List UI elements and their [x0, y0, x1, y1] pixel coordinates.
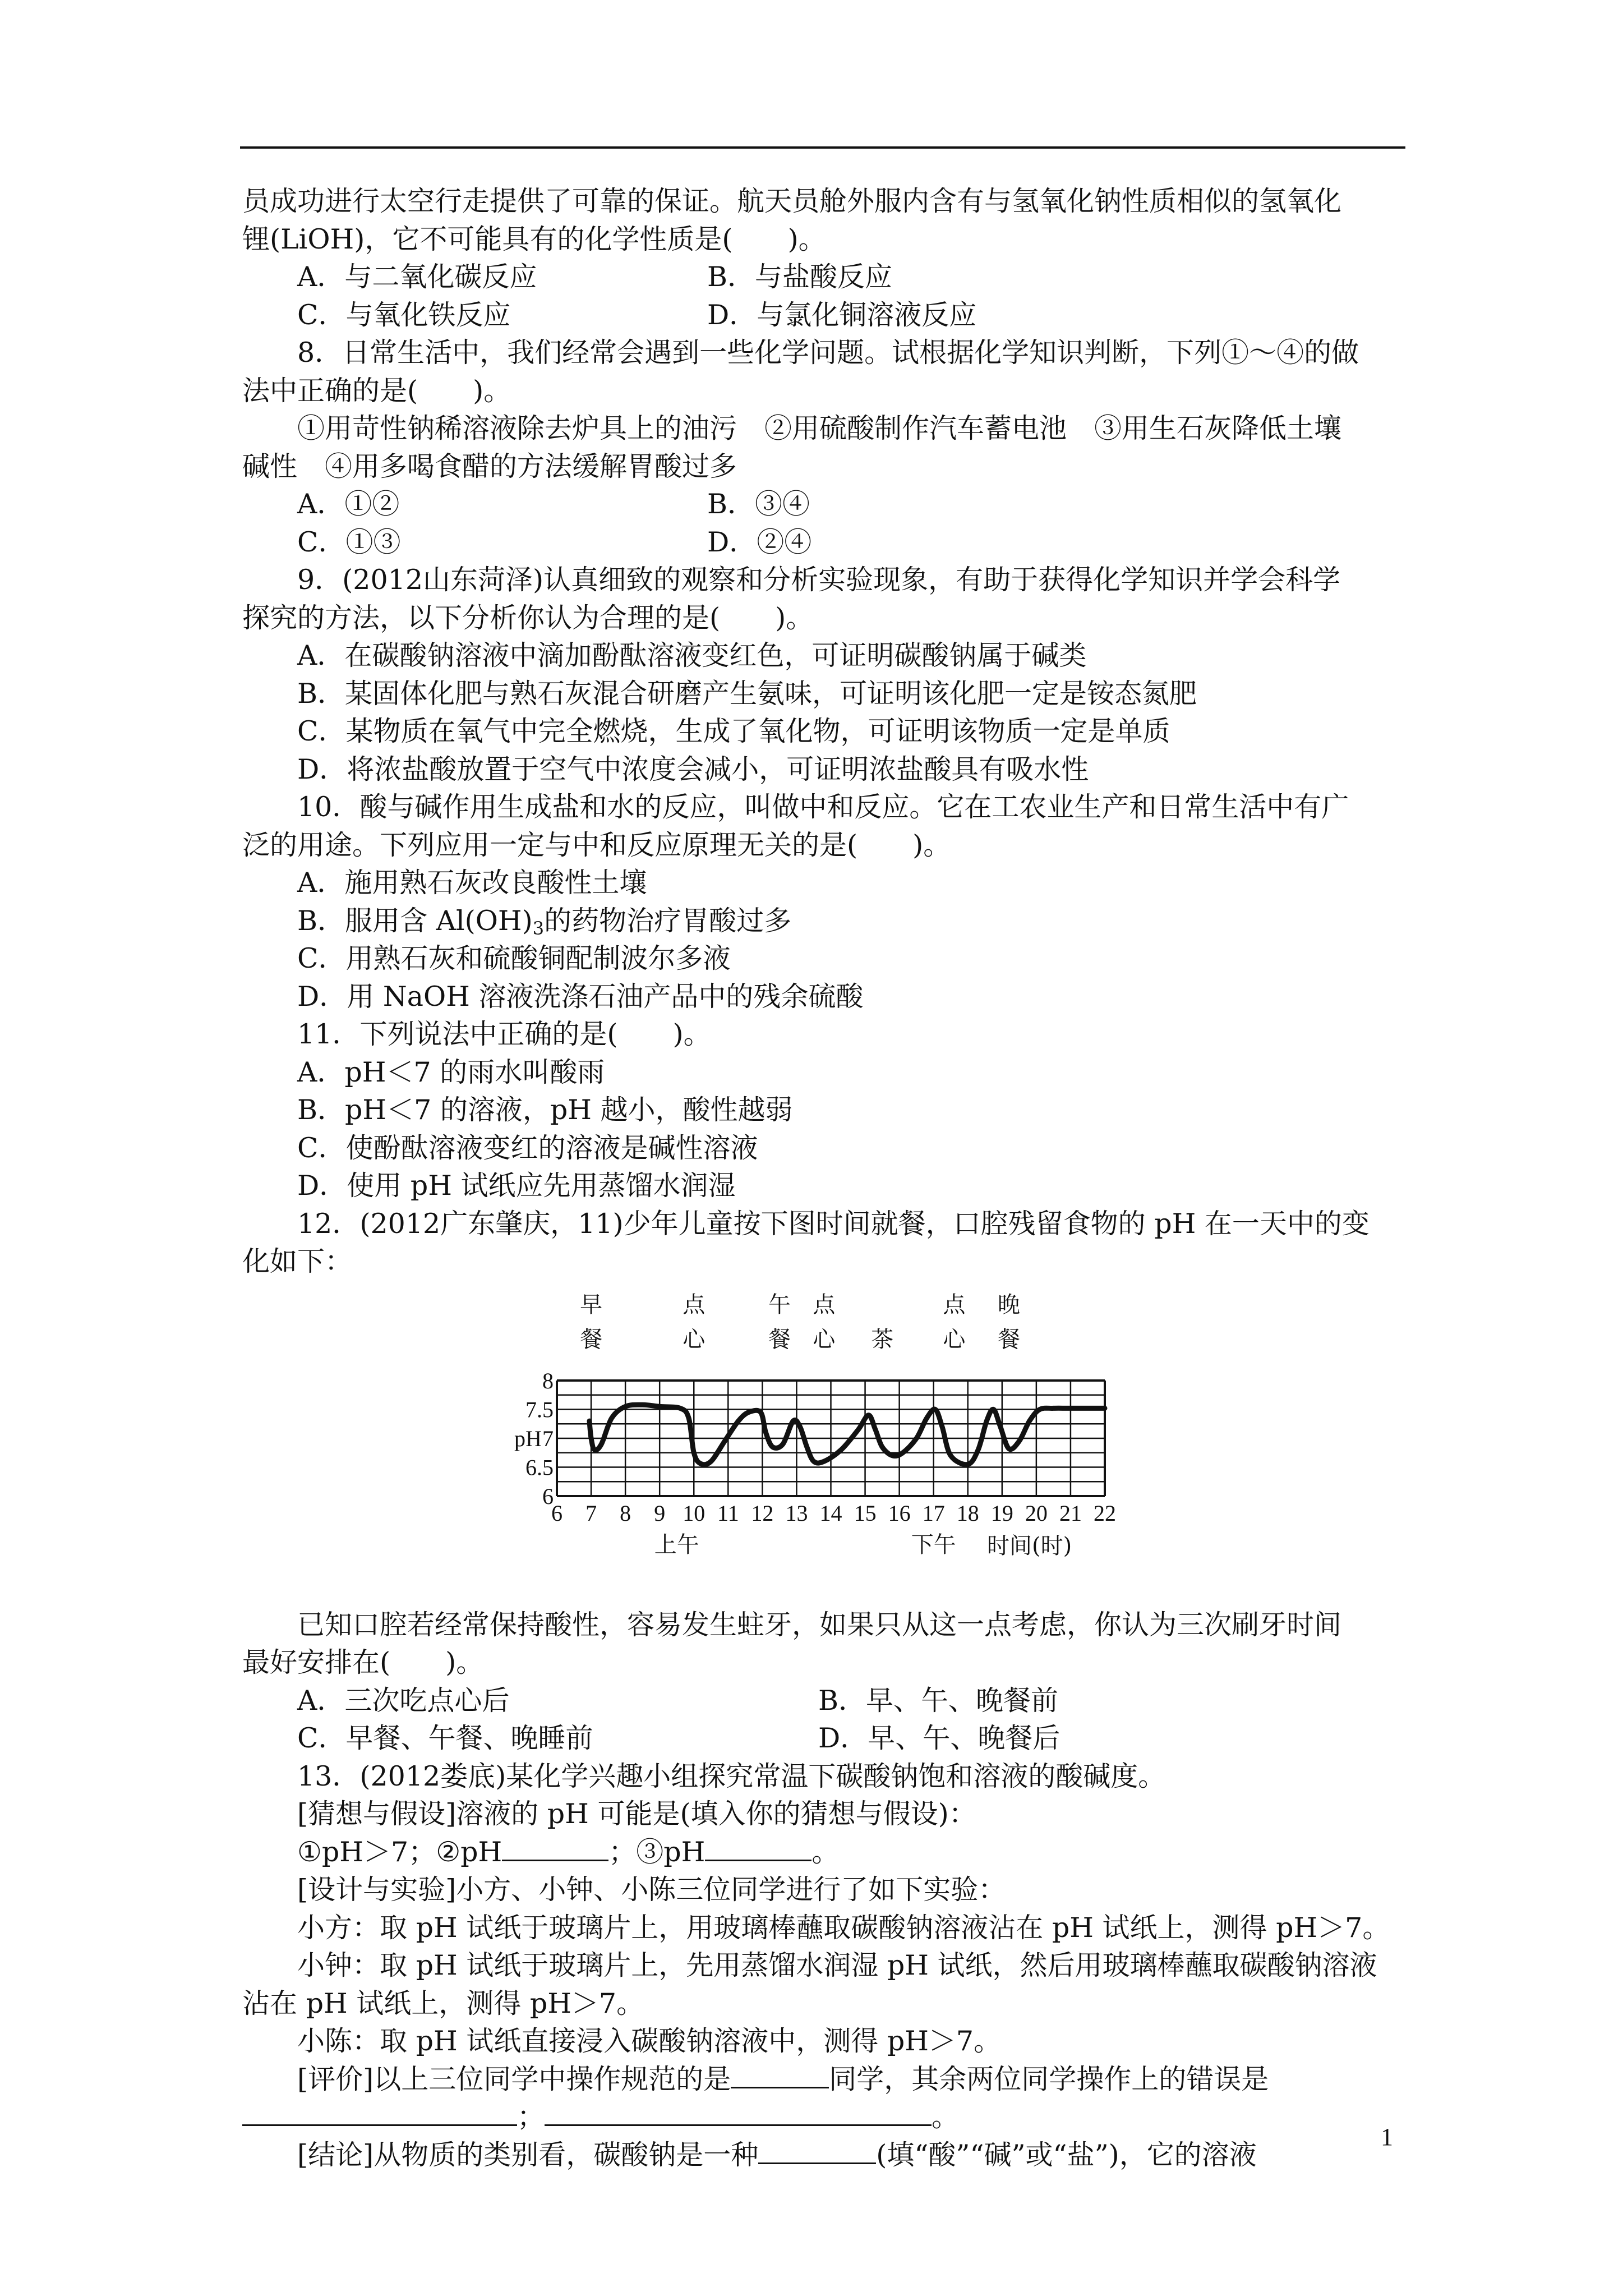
q10-line-1: 10．酸与碱作用生成盐和水的反应，叫做中和反应。它在工农业生产和日常生活中有广 — [297, 791, 1349, 823]
q13-eval-a: [评价]以上三位同学中操作规范的是 — [297, 2063, 731, 2095]
x-tick-label: 11 — [717, 1500, 739, 1526]
x-tick-label: 6 — [551, 1500, 562, 1526]
ph-curve-line — [589, 1405, 1105, 1465]
x-tick-label: 10 — [683, 1500, 706, 1526]
q10-line-2: 泛的用途。下列应用一定与中和反应原理无关的是( )。 — [242, 829, 951, 861]
q7-option-c: C．与氧化铁反应 — [297, 298, 511, 331]
meal-label-top: 晚 — [998, 1291, 1021, 1318]
q10-option-b-pre: B．服用含 Al(OH) — [297, 904, 533, 937]
q13-hyp-b: ；③pH — [608, 1835, 706, 1868]
q13-line-1: 13．(2012娄底)某化学兴趣小组探究常温下碳酸钠饱和溶液的酸碱度。 — [297, 1760, 1166, 1792]
x-tick-label: 15 — [854, 1500, 877, 1526]
q7-option-a: A．与二氧化碳反应 — [297, 261, 537, 293]
q12-option-b: B．早、午、晚餐前 — [818, 1684, 1059, 1717]
q12-line-3: 已知口腔若经常保持酸性，容易发生蛀牙，如果只从这一点考虑，你认为三次刷牙时间 — [297, 1608, 1342, 1641]
q13-hyp-a: ①pH＞7；②pH — [297, 1835, 502, 1868]
ph-chart-figure — [242, 1281, 1409, 1606]
ph-chart — [503, 1285, 1165, 1606]
q9-option-a: A．在碳酸钠溶液中滴加酚酞溶液变红色，可证明碳酸钠属于碱类 — [297, 639, 1087, 671]
q8-options-row-1 — [242, 485, 1409, 523]
q13-hyp-c: 。 — [811, 1835, 840, 1868]
x-tick-label: 14 — [819, 1500, 842, 1526]
q10-option-b-sub: 3 — [532, 917, 545, 939]
page-number: 1 — [1381, 2123, 1393, 2151]
q13-concl-b: (填“酸”“碱”或“盐”)，它的溶液 — [876, 2138, 1257, 2171]
meal-label-bottom: 心 — [943, 1326, 966, 1352]
q13-hypothesis: [猜想与假设]溶液的 pH 可能是(填入你的猜想与假设)： — [297, 1798, 976, 1830]
q11-option-b: B．pH＜7 的溶液，pH 越小，酸性越弱 — [297, 1094, 793, 1126]
x-tick-label: 22 — [1094, 1500, 1116, 1526]
x-tick-label: 7 — [585, 1500, 597, 1526]
q10-option-b — [242, 902, 1409, 940]
x-axis-label: 时间(时) — [987, 1533, 1072, 1559]
y-tick-label: 7 — [542, 1425, 554, 1451]
y-tick-label: 8 — [542, 1368, 554, 1393]
y-tick-label: 6 — [542, 1483, 554, 1509]
meal-label-top: 早 — [580, 1291, 603, 1318]
q13-eval2-end: 。 — [932, 2101, 960, 2133]
meal-label-bottom: 心 — [813, 1326, 836, 1352]
q13-zhong-2: 沾在 pH 试纸上，测得 pH＞7。 — [242, 1987, 644, 2019]
q13-blank-error-1[interactable] — [242, 2100, 517, 2126]
meal-label-bottom: 心 — [683, 1326, 706, 1352]
x-tick-label: 13 — [785, 1500, 808, 1526]
q7-line-2: 锂(LiOH)，它不可能具有的化学性质是( )。 — [242, 223, 826, 255]
q9-line-2: 探究的方法，以下分析你认为合理的是( )。 — [242, 601, 814, 634]
q12-line-4: 最好安排在( )。 — [242, 1646, 484, 1678]
q13-eval2-mid: ； — [517, 2101, 545, 2133]
q12-option-a: A．三次吃点心后 — [297, 1684, 510, 1717]
x-tick-label: 17 — [922, 1500, 945, 1526]
q12-option-c: C．早餐、午餐、晚睡前 — [297, 1722, 593, 1754]
q13-blank-error-2[interactable] — [545, 2100, 932, 2126]
q13-blank-ph2[interactable] — [502, 1835, 608, 1861]
q10-option-b-post: 的药物治疗胃酸过多 — [544, 904, 792, 937]
header-rule — [240, 146, 1405, 149]
x-tick-label: 18 — [956, 1500, 979, 1526]
q13-blank-ph3[interactable] — [705, 1835, 811, 1861]
q8-options-row-2 — [242, 523, 1409, 562]
q13-eval-b: 同学，其余两位同学操作上的错误是 — [829, 2063, 1269, 2095]
q8-option-d: D．②④ — [707, 526, 812, 558]
q13-evaluation — [242, 2060, 1409, 2099]
q8-option-c: C．①③ — [297, 526, 401, 558]
meal-label-top: 点 — [813, 1291, 836, 1318]
q13-concl-a: [结论]从物质的类别看，碳酸钠是一种 — [297, 2138, 759, 2171]
exam-content — [242, 182, 1409, 2174]
q7-option-b: B．与盐酸反应 — [707, 261, 893, 293]
x-tick-label: 8 — [620, 1500, 631, 1526]
meal-label-top: 午 — [768, 1291, 791, 1318]
q8-line-2: 法中正确的是( )。 — [242, 374, 511, 407]
q9-option-d: D．将浓盐酸放置于空气中浓度会减小，可证明浓盐酸具有吸水性 — [297, 753, 1089, 785]
q13-zhong-1: 小钟：取 pH 试纸于玻璃片上，先用蒸馏水润湿 pH 试纸，然后用玻璃棒蘸取碳酸钠溶液 — [297, 1949, 1377, 1981]
q11-line-1: 11．下列说法中正确的是( )。 — [297, 1018, 711, 1050]
x-tick-label: 12 — [751, 1500, 774, 1526]
q12-line-2: 化如下： — [242, 1245, 353, 1277]
q9-line-1: 9．(2012山东菏泽)认真细致的观察和分析实验现象，有助于获得化学知识并学会科学 — [297, 564, 1341, 596]
q12-line-1: 12．(2012广东肇庆，11)少年儿童按下图时间就餐，口腔残留食物的 pH 在一天中的变 — [297, 1207, 1370, 1240]
q12-options-row-1 — [242, 1682, 1409, 1720]
q8-option-a: A．①② — [297, 488, 400, 520]
q12-options-row-2 — [242, 1719, 1409, 1757]
q13-hypothesis-options — [242, 1833, 1409, 1871]
y-axis-label: pH — [514, 1425, 542, 1451]
q7-option-d: D．与氯化铜溶液反应 — [707, 298, 977, 331]
q13-design: [设计与实验]小方、小钟、小陈三位同学进行了如下实验： — [297, 1874, 1006, 1906]
q13-blank-category[interactable] — [758, 2138, 876, 2164]
q12-option-d: D．早、午、晚餐后 — [818, 1722, 1061, 1754]
meal-label-bottom: 餐 — [998, 1326, 1021, 1352]
x-tick-label: 20 — [1025, 1500, 1048, 1526]
x-tick-label: 19 — [990, 1500, 1013, 1526]
q13-evaluation-2 — [242, 2098, 1409, 2136]
q9-option-b: B．某固体化肥与熟石灰混合研磨产生氨味，可证明该化肥一定是铵态氮肥 — [297, 677, 1197, 710]
q13-conclusion — [242, 2136, 1409, 2174]
q10-option-d: D．用 NaOH 溶液洗涤石油产品中的残余硫酸 — [297, 980, 864, 1013]
q7-options-row-1 — [242, 258, 1409, 296]
q8-option-b: B．③④ — [707, 488, 810, 520]
y-tick-label: 7.5 — [525, 1397, 554, 1422]
meal-label-bottom: 餐 — [768, 1326, 791, 1352]
x-tick-label: 9 — [654, 1500, 666, 1526]
period-label: 上午 — [654, 1531, 699, 1558]
q8-line-3: ①用苛性钠稀溶液除去炉具上的油污 ②用硫酸制作汽车蓄电池 ③用生石灰降低土壤 — [297, 412, 1342, 444]
meal-label-top: 点 — [683, 1291, 706, 1318]
q11-option-a: A．pH＜7 的雨水叫酸雨 — [297, 1056, 605, 1088]
q13-fang: 小方：取 pH 试纸于玻璃片上，用玻璃棒蘸取碳酸钠溶液沾在 pH 试纸上，测得 pH＞7。 — [297, 1911, 1390, 1944]
q11-option-c: C．使酚酞溶液变红的溶液是碱性溶液 — [297, 1131, 758, 1164]
period-label: 下午 — [911, 1531, 956, 1558]
meal-label-bottom: 茶 — [871, 1326, 894, 1352]
q11-option-d: D．使用 pH 试纸应先用蒸馏水润湿 — [297, 1170, 736, 1202]
q13-chen: 小陈：取 pH 试纸直接浸入碳酸钠溶液中，测得 pH＞7。 — [297, 2025, 1002, 2057]
q9-option-c: C．某物质在氧气中完全燃烧，生成了氧化物，可证明该物质一定是单质 — [297, 715, 1170, 747]
q13-blank-student[interactable] — [731, 2062, 829, 2088]
meal-label-bottom: 餐 — [580, 1326, 603, 1352]
q8-line-1: 8．日常生活中，我们经常会遇到一些化学问题。试根据化学知识判断，下列①～④的做 — [297, 337, 1359, 369]
x-tick-label: 16 — [888, 1500, 911, 1526]
y-tick-label: 6.5 — [525, 1455, 554, 1480]
q10-option-a: A．施用熟石灰改良酸性土壤 — [297, 867, 647, 899]
meal-label-top: 点 — [943, 1291, 966, 1318]
q8-line-4: 碱性 ④用多喝食醋的方法缓解胃酸过多 — [242, 450, 737, 482]
q7-options-row-2 — [242, 296, 1409, 334]
q10-option-c: C．用熟石灰和硫酸铜配制波尔多液 — [297, 942, 731, 974]
x-tick-label: 21 — [1059, 1500, 1082, 1526]
q7-line-1: 员成功进行太空行走提供了可靠的保证。航天员舱外服内含有与氢氧化钠性质相似的氢氧化 — [242, 185, 1342, 217]
